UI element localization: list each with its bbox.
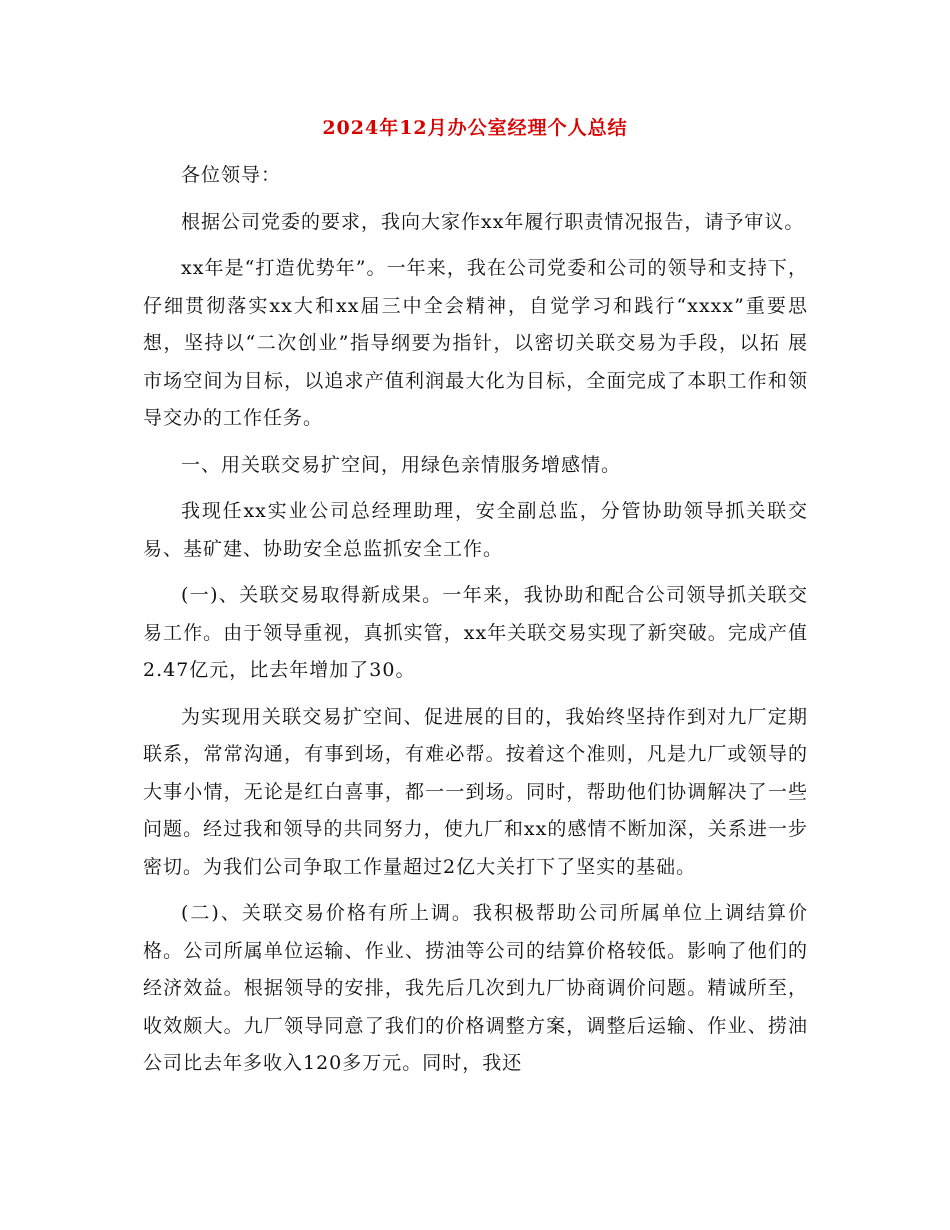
document-title: 2024年12月办公室经理个人总结: [322, 117, 628, 139]
body-paragraph: 我现任xx实业公司总经理助理，安全副总监，分管协助领导抓关联交易、基矿建、协助安全总监抓安全工作。: [143, 500, 808, 560]
section-heading: 一、用关联交易扩空间，用绿色亲情服务增感情。: [181, 453, 622, 476]
subsection-paragraph: (二)、关联交易价格有所上调。我积极帮助公司所属单位上调结算价格。公司所属单位运输、作业、捞油等公司的结算价格较低。影响了他们的经济效益。根据领导的安排，我先后几次到九厂协商调价问题。精诚所至，收效颇大。九厂领导同意了我们的价格调整方案，调整后运输、作业、捞油公司比去年多收入120多万元。同时，我还: [143, 902, 808, 1074]
subsection-paragraph: (一)、关联交易取得新成果。一年来，我协助和配合公司领导抓关联交易工作。由于领导重视，真抓实管，xx年关联交易实现了新突破。完成产值2.47亿元，比去年增加了30。: [143, 584, 808, 681]
body-paragraph: 根据公司党委的要求，我向大家作xx年履行职责情况报告，请予审议。: [181, 210, 805, 233]
body-paragraph: 为实现用关联交易扩空间、促进展的目的，我始终坚持作到对九厂定期联系，常常沟通，有事到场，有难必帮。按着这个准则，凡是九厂或领导的大事小情，无论是红白喜事，都一一到场。同时，帮助他们协调解决了一些问题。经过我和领导的共同努力，使九厂和xx的感情不断加深，关系进一步密切。为我们公司争取工作量超过2亿大关打下了坚实的基础。: [143, 705, 808, 878]
document-body: [143, 157, 808, 1092]
salutation: 各位领导：: [181, 164, 282, 186]
body-paragraph: xx年是“打造优势年”。一年来，我在公司党委和公司的领导和支持下，仔细贯彻落实xx大和xx届三中全会精神，自觉学习和践行“xxxx”重要思想，坚持以“二次创业”指导纲要为指针，以密切关联交易为手段，以拓 展市场空间为目标，以追求产值利润最大化为目标，全面完成了本职工作和领导交办的工作任务。: [143, 257, 808, 429]
